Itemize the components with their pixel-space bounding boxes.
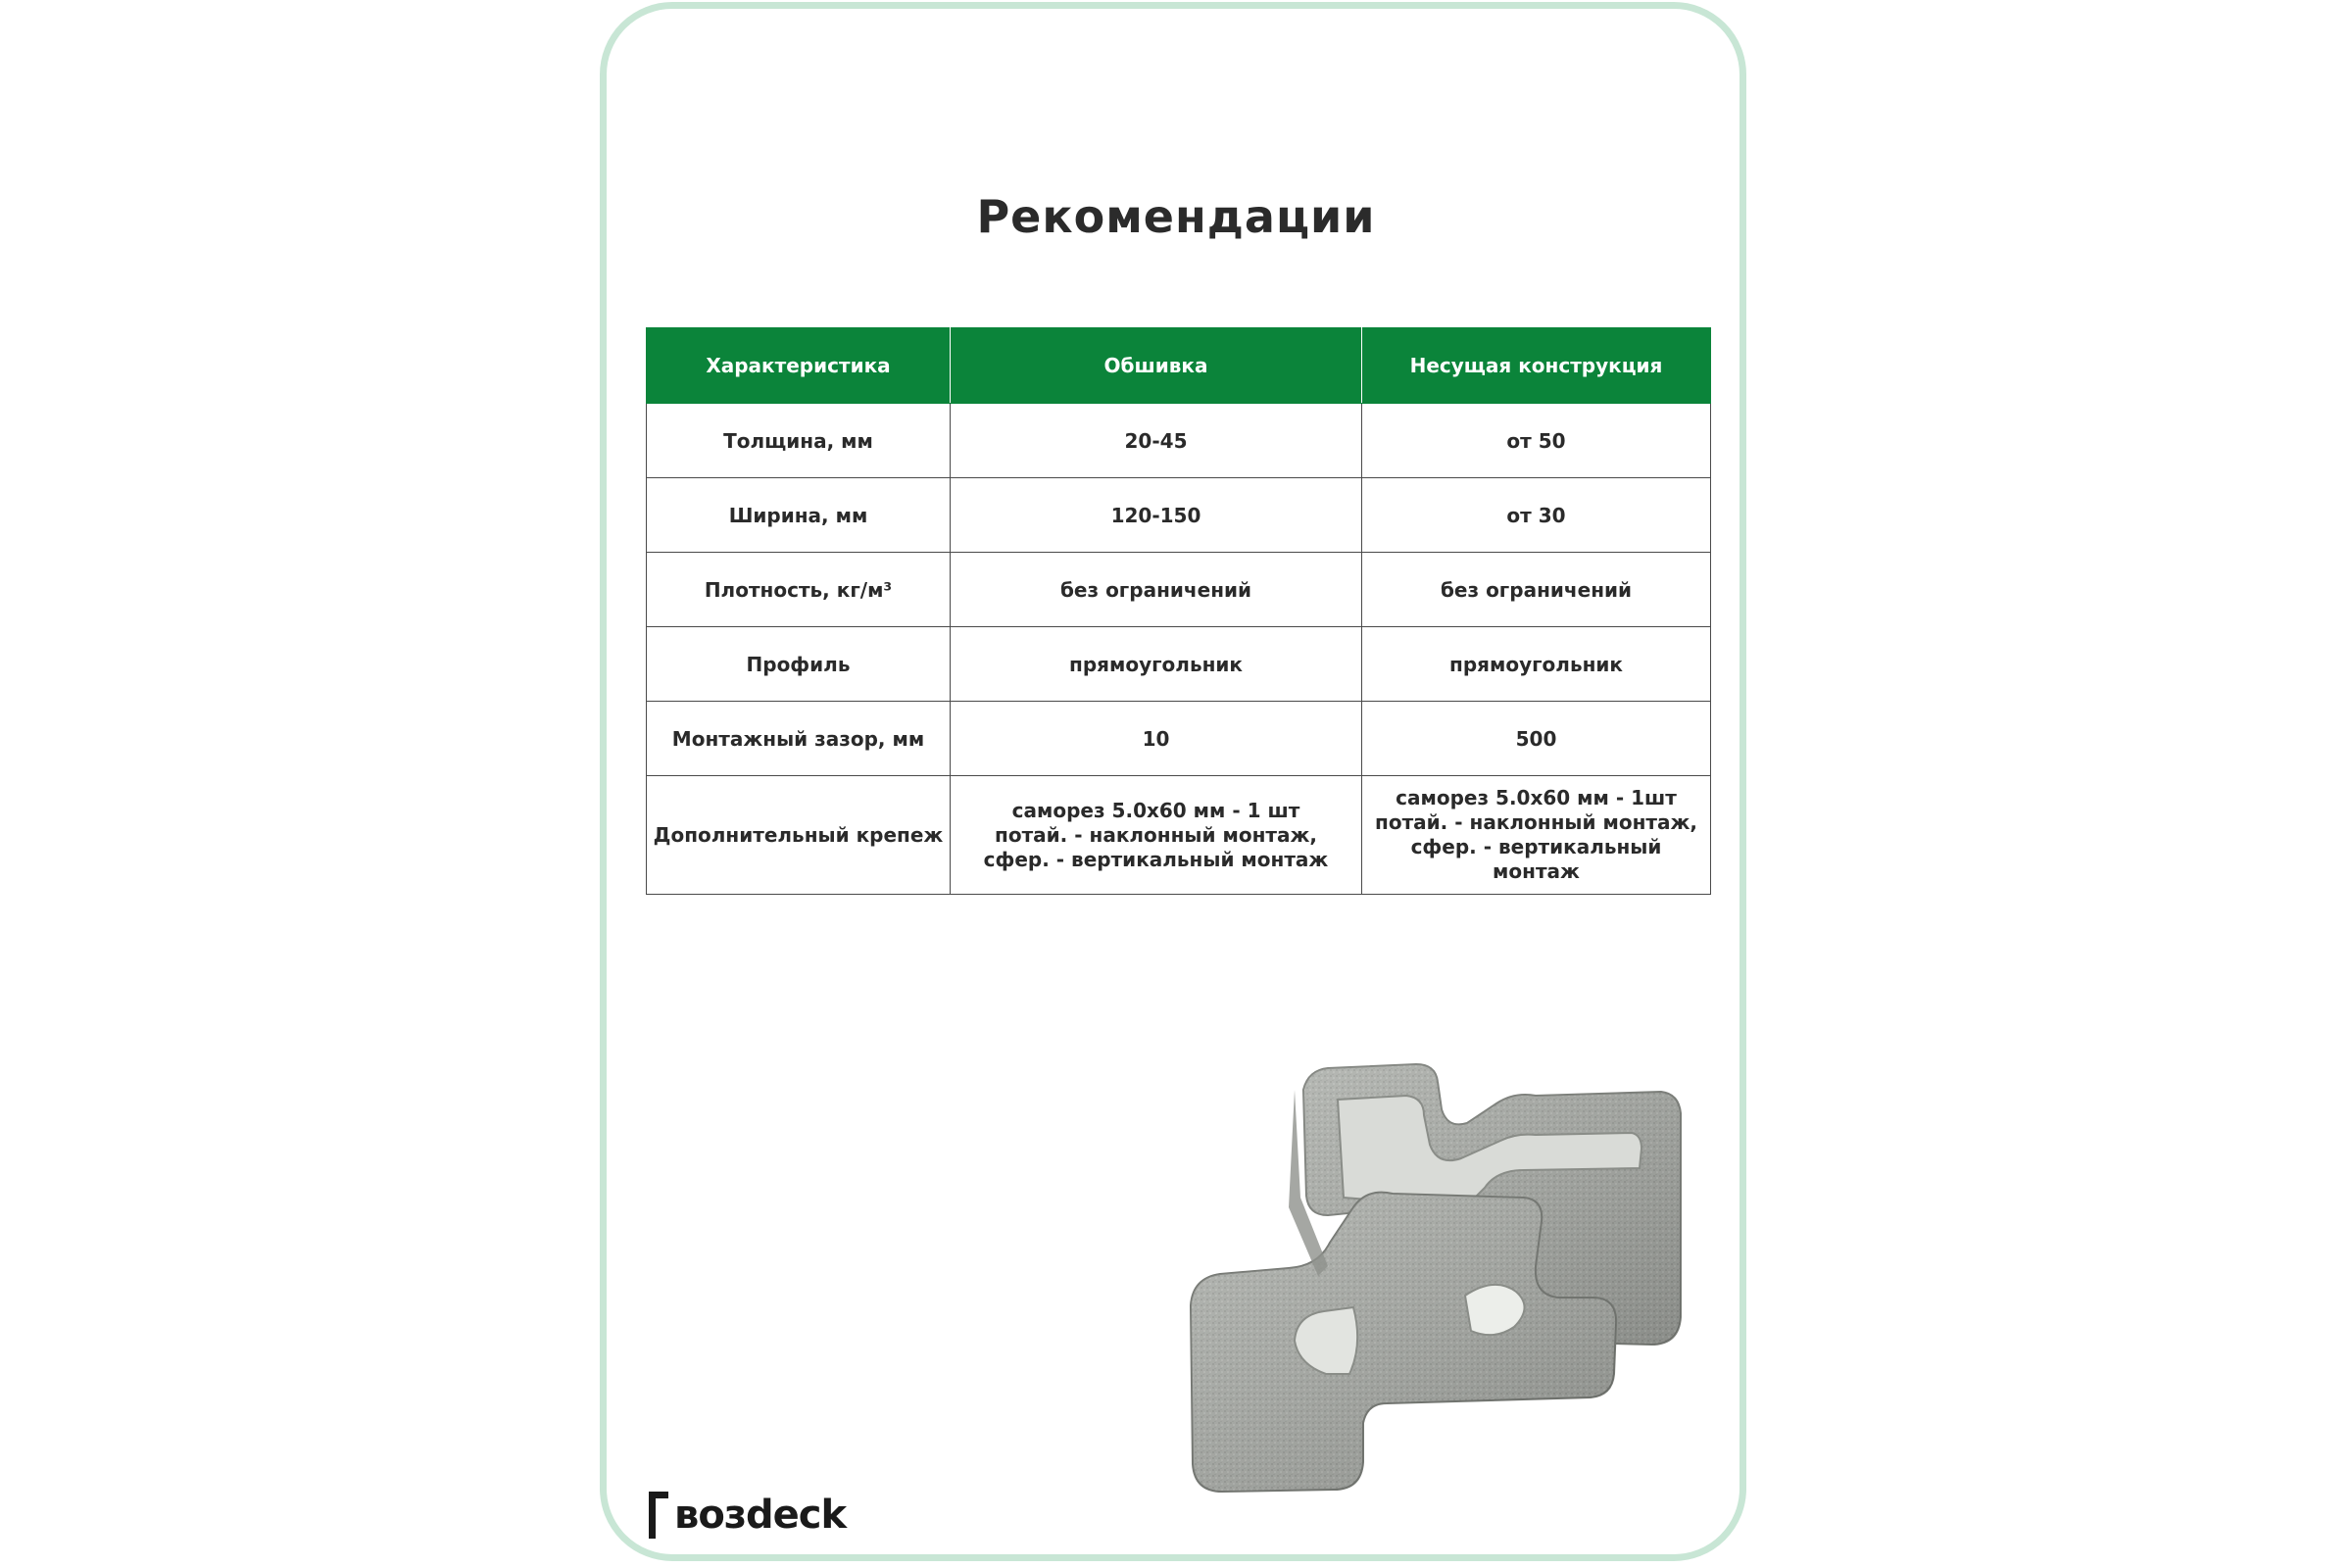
row-label: Профиль [647, 627, 951, 702]
brand-logo-icon [647, 1480, 670, 1539]
row-cladding-value: 10 [951, 702, 1362, 776]
row-cladding-value: без ограничений [951, 553, 1362, 627]
row-cladding-value: прямоугольник [951, 627, 1362, 702]
row-structure-value: прямоугольник [1362, 627, 1711, 702]
row-label: Плотность, кг/м³ [647, 553, 951, 627]
table-row [647, 776, 1711, 895]
row-structure-value: саморез 5.0x60 мм - 1шт потай. - наклонный монтаж, сфер. - вертикальный монтаж [1362, 776, 1711, 895]
metal-clip-icon [1171, 1051, 1700, 1521]
table-row [647, 404, 1711, 478]
header-characteristic: Характеристика [647, 328, 951, 404]
row-label: Ширина, мм [647, 478, 951, 553]
row-structure-value: от 50 [1362, 404, 1711, 478]
specs-table [646, 327, 1711, 895]
row-label: Дополнительный крепеж [647, 776, 951, 895]
header-cladding: Обшивка [951, 328, 1362, 404]
row-label: Монтажный зазор, мм [647, 702, 951, 776]
table-row [647, 553, 1711, 627]
table-header-row [647, 328, 1711, 404]
row-structure-value: 500 [1362, 702, 1711, 776]
row-label: Толщина, мм [647, 404, 951, 478]
header-structure: Несущая конструкция [1362, 328, 1711, 404]
table-row [647, 478, 1711, 553]
row-cladding-value: 20-45 [951, 404, 1362, 478]
brand-name: возdeck [674, 1493, 847, 1538]
row-structure-value: без ограничений [1362, 553, 1711, 627]
table-row [647, 702, 1711, 776]
page-title: Рекомендации [976, 190, 1376, 243]
table-row [647, 627, 1711, 702]
row-cladding-value: 120-150 [951, 478, 1362, 553]
brand-logo [647, 1480, 846, 1539]
row-structure-value: от 30 [1362, 478, 1711, 553]
row-cladding-value: саморез 5.0x60 мм - 1 шт потай. - наклонный монтаж, сфер. - вертикальный монтаж [951, 776, 1362, 895]
